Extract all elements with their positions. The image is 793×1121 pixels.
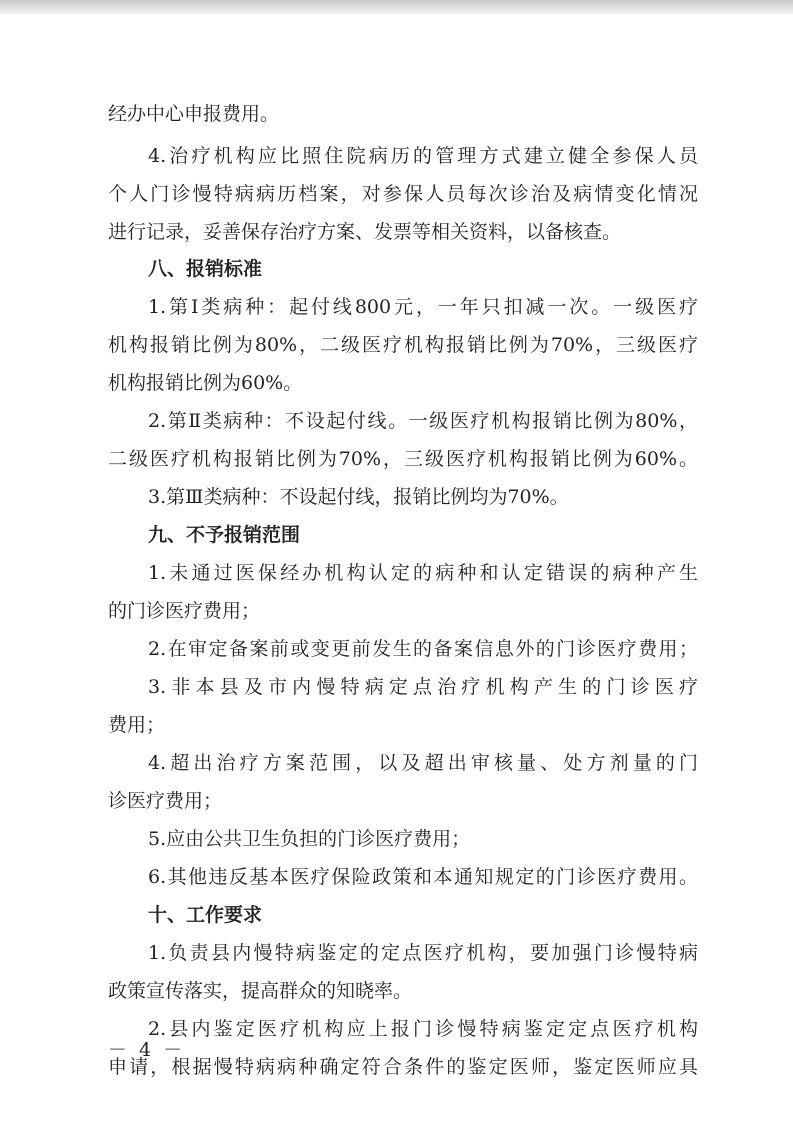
body-line: 2.在审定备案前或变更前发生的备案信息外的门诊医疗费用； (148, 638, 698, 660)
body-line: 1.未通过医保经办机构认定的病种和认定错误的病种产生 (148, 562, 698, 584)
body-line: 2.县内鉴定医疗机构应上报门诊慢特病鉴定定点医疗机构 (148, 1018, 698, 1040)
body-line: 进行记录，妥善保存治疗方案、发票等相关资料，以备核查。 (108, 221, 622, 243)
body-line: 3.第Ⅲ类病种：不设起付线，报销比例均为70%。 (148, 486, 569, 508)
page-number: － 4 － (108, 1039, 186, 1061)
body-line: 2.第Ⅱ类病种：不设起付线。一级医疗机构报销比例为80%， (148, 410, 698, 432)
body-line: 二级医疗机构报销比例为70%，三级医疗机构报销比例为60%。 (108, 448, 698, 470)
body-line: 6.其他违反基本医疗保险政策和本通知规定的门诊医疗费用。 (148, 866, 698, 888)
scan-top-edge (0, 0, 793, 14)
body-line: 政策宣传落实，提高群众的知晓率。 (108, 980, 413, 1002)
body-line: 3.非本县及市内慢特病定点治疗机构产生的门诊医疗 (148, 676, 698, 698)
body-line: 机构报销比例为60%。 (108, 372, 303, 394)
body-line: 1.负责县内慢特病鉴定的定点医疗机构，要加强门诊慢特病 (148, 942, 698, 964)
section-heading-8: 八、报销标准 (148, 258, 263, 280)
body-line: 费用； (108, 714, 166, 736)
section-heading-10: 十、工作要求 (148, 904, 263, 926)
section-heading-9: 九、不予报销范围 (148, 524, 301, 546)
body-line: 申请，根据慢特病病种确定符合条件的鉴定医师，鉴定医师应具 (108, 1056, 698, 1078)
body-line: 诊医疗费用； (108, 790, 223, 812)
body-line: 机构报销比例为80%，二级医疗机构报销比例为70%，三级医疗 (108, 334, 698, 356)
body-line: 经办中心申报费用。 (108, 103, 280, 125)
body-line: 5.应由公共卫生负担的门诊医疗费用； (148, 828, 471, 850)
body-line: 1.第Ⅰ类病种：起付线800元，一年只扣减一次。一级医疗 (148, 296, 698, 318)
body-line: 4.超出治疗方案范围，以及超出审核量、处方剂量的门 (148, 752, 698, 774)
body-line: 4.治疗机构应比照住院病历的管理方式建立健全参保人员 (148, 145, 698, 167)
body-line: 个人门诊慢特病病历档案，对参保人员每次诊治及病情变化情况 (108, 183, 698, 205)
body-line: 的门诊医疗费用； (108, 600, 261, 622)
